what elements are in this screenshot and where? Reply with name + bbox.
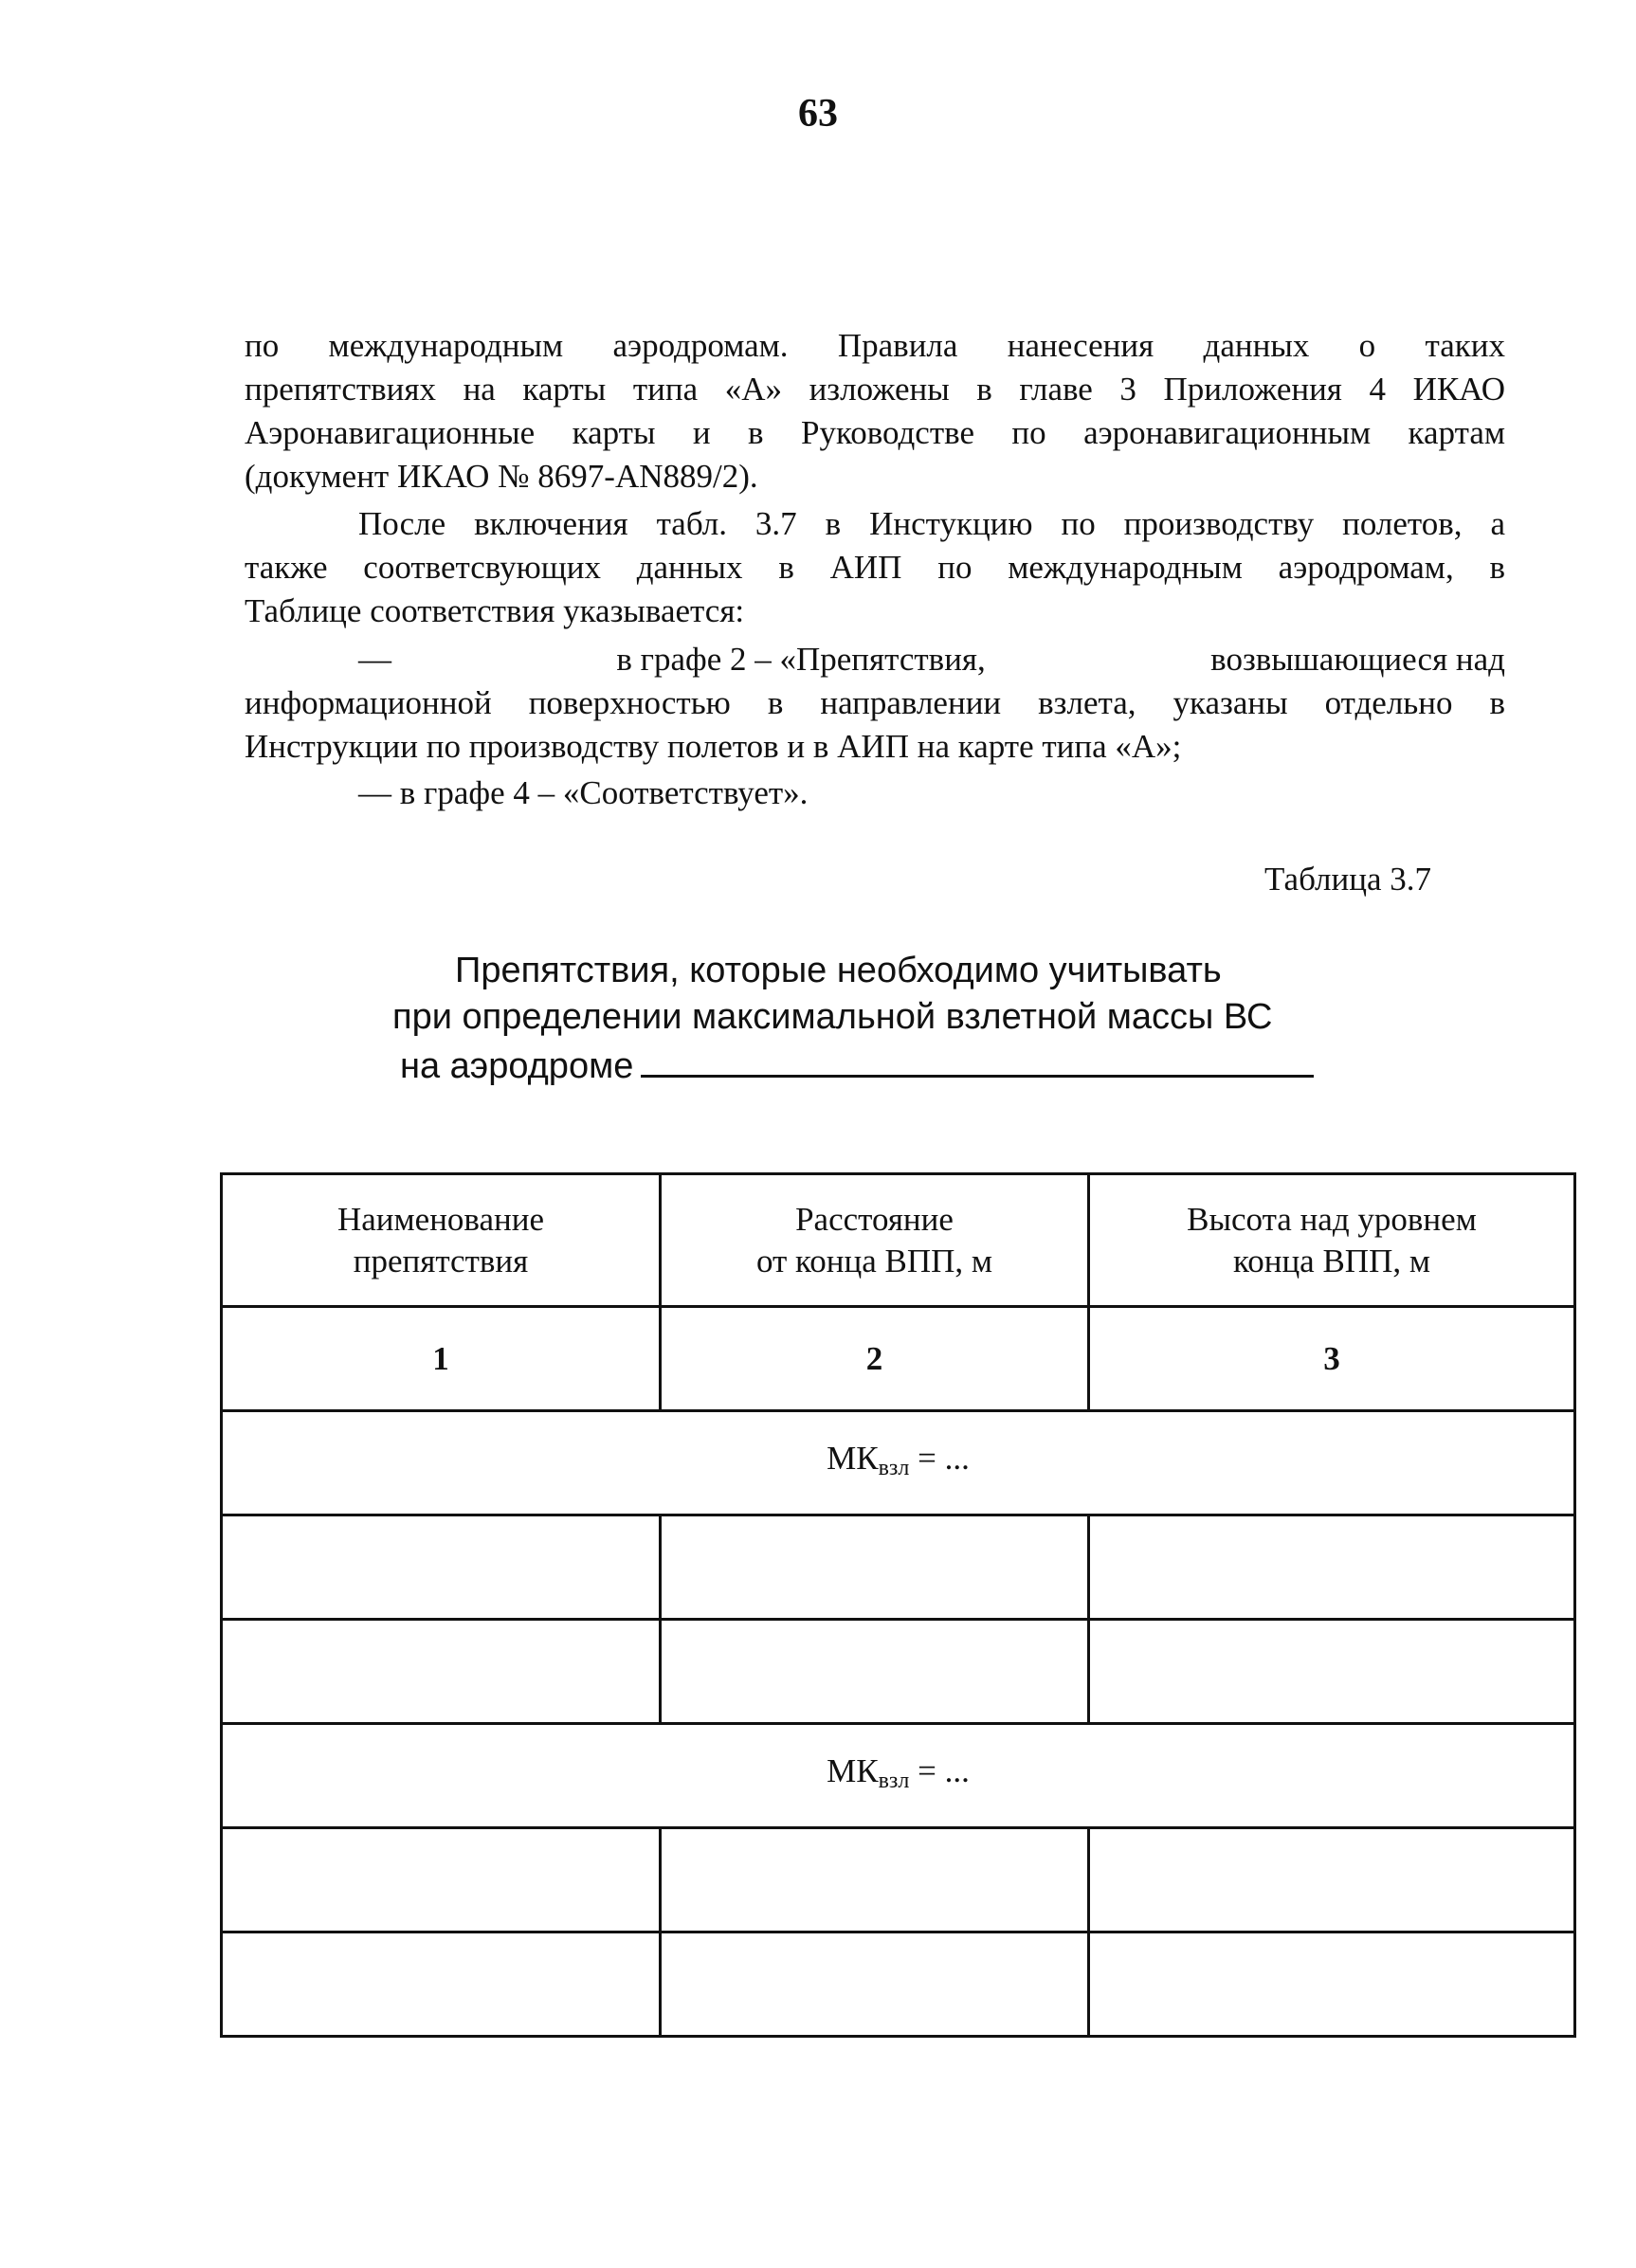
table-row (222, 1932, 1575, 2037)
mk-suffix: = ... (909, 1751, 970, 1789)
table-cell (661, 1620, 1089, 1724)
page-number: 63 (798, 92, 838, 136)
text-line: — в графе 4 – «Соответствует». (358, 774, 809, 811)
obstacles-table (220, 1172, 1576, 2038)
table-cell (661, 1515, 1089, 1620)
table-row (222, 1620, 1575, 1724)
table-label: Таблица 3.7 (1264, 861, 1431, 898)
dash: — (358, 641, 391, 678)
table-cell (222, 1932, 661, 2037)
header-line: Наименование (336, 1200, 545, 1238)
header-line: Высота над уровнем (1187, 1200, 1477, 1238)
table-row (222, 1828, 1575, 1932)
list-item-1 (245, 638, 1505, 769)
caption-line: Препятствия, которые необходимо учитывать (455, 951, 1222, 990)
header-line: препятствия (353, 1242, 529, 1279)
item-text-b: возвышающиеся над (1210, 641, 1505, 678)
column-number: 2 (661, 1307, 1089, 1411)
header-cell (661, 1174, 1089, 1307)
table-caption (360, 948, 1346, 1090)
text-line: также соответсвующих данных в АИП по международным аэродромам, в (245, 549, 1505, 586)
mk-cell (222, 1411, 1575, 1515)
text-line: препятствиях на карты типа «А» изложены в главе 3 Приложения 4 ИКАО (245, 371, 1505, 408)
table-cell (661, 1932, 1089, 2037)
paragraph-1 (245, 324, 1505, 499)
item-text-a: в графе 2 – «Препятствия, (616, 641, 986, 678)
header-cell (222, 1174, 661, 1307)
caption-line: при определении максимальной взлетной массы ВС (392, 997, 1273, 1037)
caption-line-3 (360, 1041, 1346, 1090)
table-cell (222, 1620, 661, 1724)
mk-cell (222, 1724, 1575, 1828)
mk-row (222, 1724, 1575, 1828)
column-number: 1 (222, 1307, 661, 1411)
text-line: Инструкции по производству полетов и в АИП на карте типа «А»; (245, 728, 1182, 765)
table-cell (1089, 1932, 1575, 2037)
header-line: от конца ВПП, м (755, 1242, 993, 1279)
column-number-row (222, 1307, 1575, 1411)
mk-subscript: взл (878, 1455, 910, 1480)
table-row (222, 1515, 1575, 1620)
text-line: информационной поверхностью в направлении взлета, указаны отдельно в (245, 684, 1505, 721)
header-line: Расстояние (795, 1200, 954, 1238)
table-cell (661, 1828, 1089, 1932)
text-line (245, 638, 1505, 681)
mk-subscript: взл (878, 1768, 910, 1793)
mk-label: МК (827, 1439, 879, 1477)
header-line: конца ВПП, м (1232, 1242, 1431, 1279)
list-item-2 (245, 771, 1505, 815)
table-cell (222, 1515, 661, 1620)
caption-text: на аэродроме (400, 1046, 634, 1086)
mk-label: МК (827, 1751, 879, 1789)
mk-suffix: = ... (909, 1439, 970, 1477)
column-number: 3 (1089, 1307, 1575, 1411)
text-line: Таблице соответствия указывается: (245, 592, 745, 629)
table-cell (1089, 1828, 1575, 1932)
paragraph-2 (245, 502, 1505, 633)
aerodrome-blank-line (641, 1041, 1314, 1078)
text-line: Аэронавигационные карты и в Руководстве по аэронавигационным картам (245, 414, 1505, 451)
mk-row (222, 1411, 1575, 1515)
table-cell (1089, 1620, 1575, 1724)
header-row (222, 1174, 1575, 1307)
header-cell (1089, 1174, 1575, 1307)
text-line: После включения табл. 3.7 в Инстукцию по производству полетов, а (358, 505, 1505, 542)
text-line: (документ ИКАО № 8697-AN889/2). (245, 458, 758, 495)
table-cell (222, 1828, 661, 1932)
table-cell (1089, 1515, 1575, 1620)
text-line: по международным аэродромам. Правила нанесения данных о таких (245, 327, 1505, 364)
